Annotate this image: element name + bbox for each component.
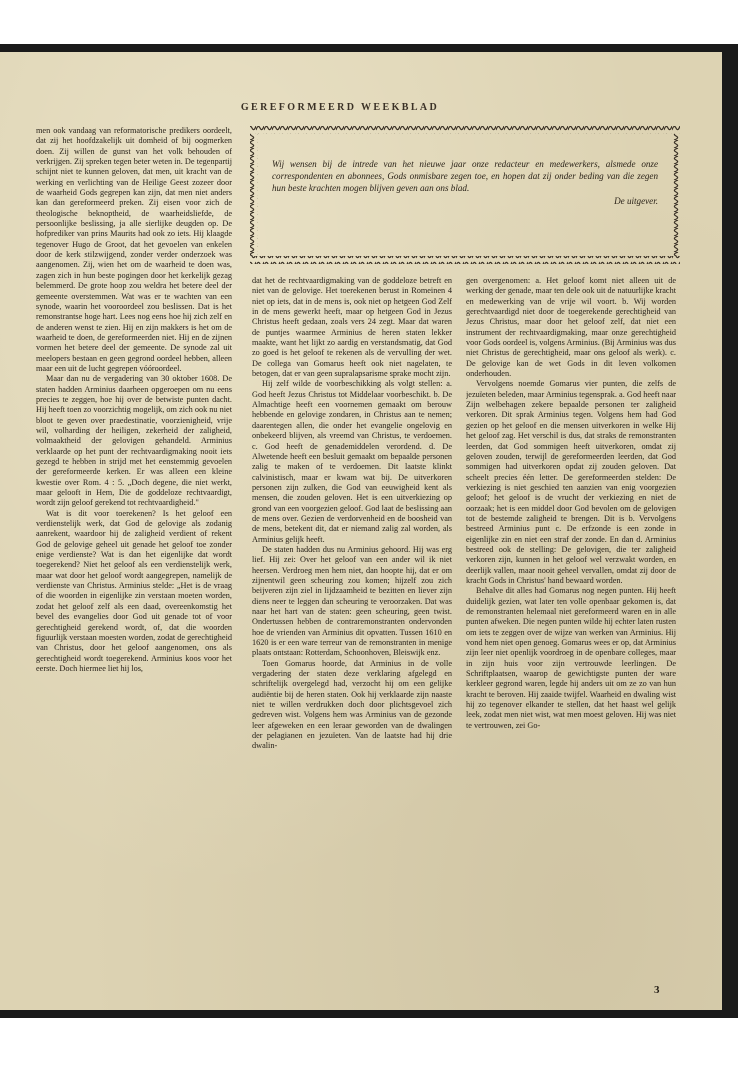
bottom-margin	[0, 1018, 738, 1068]
new-year-notice-box	[248, 124, 682, 266]
paragraph: dat het de rechtvaardigmaking van de goddeloze betreft en niet van de gelovige. Het toerekenen berust in Romeinen 4 niet op iets, dat in de mens is, ook niet op hetgeen God Zelf in de mens gewerkt heeft, maar op hetgeen God in Jezus Christus heeft gedaan, zoals vers 24 zegt. Maar dat waren de puntjes waarmee Arminius de heren staten lekker maakte, want het lijkt zo aardig en verstandsmatig, dat God zo goed is het geloof te rekenen als de vervulling der wet. De collega van Gomarus heeft ook niet nagelaten, te betogen, dat er van geen supralapsarisme sprake mocht zijn.	[252, 276, 452, 379]
notice-message: Wij wensen bij de intrede van het nieuwe jaar onze redacteur en medewerkers, alsmede onze correspondenten en abonnees, Gods onmisbare zegen toe, en hopen dat zij onder beding van die zegen hun beste krachten mogen blijven geven aan ons blad.	[272, 159, 658, 194]
notice-signature: De uitgever.	[614, 195, 658, 206]
page-number: 3	[654, 984, 660, 996]
paragraph: Vervolgens noemde Gomarus vier punten, die zelfs de jezuïeten beleden, maar Arminius tegensprak. a. God heeft naar Zijn welbehagen zekere bepaalde personen ter zaligheid verkoren. Dit sprak Arminius tegen. Volgens hem had God gezien op het geloof en die mensen uitverkoren in welke Hij het geloof zag. Het verschil is dus, dat straks de remonstranten leerden, dat God sommigen heeft uitverkoren, omdat zij geloven zouden, terwijl de gereformeerden leerden, dat God sommigen had uitverkoren opdat zij zouden geloven. Dat scheelt precies één letter. De gereformeerden stelden: De verkiezing is niet geschied ten aanzien van enig voorgezien geloof; het geloof is de vrucht der verkiezing en niet de oorzaak; het is een middel door God bevolen om de gelovigen tot de bestemde zaligheid te brengen. Dit is b. Vervolgens bestreed Arminius punt c. De erfzonde is een zonde in eigenlijke zin en niet een straf der zonde. En dan d. Arminius bestreed ook de stelling: De gelovigen, die ter zaligheid verkoren zijn, kunnen in het geloof wel verzwakt worden, en deerlijk vallen, maar nooit geheel vervallen, omdat zij door de kracht Gods in Christus' hand bewaard worden.	[466, 379, 676, 585]
notice-text	[272, 158, 658, 207]
top-margin	[0, 0, 738, 44]
paragraph: Maar dan nu de vergadering van 30 oktober 1608. De staten hadden Arminius daarheen opgeroepen om nu eens precies te zeggen, hoe hij over de betwiste punten dacht. Hij heeft toen zo voorzichtig mogelijk, om zich ook nu niet bloot te geven over praedestinatie, voorzienigheid, vrije wil, volharding der heiligen, zekerheid der zaligheid, volmaaktheid der gelovigen gehandeld. Arminius verklaarde op het punt der rechtvaardigmaking nooit iets gezegd te hebben in strijd met het eenstemmig gevoelen der gereformeerde kerken. Er was alleen een kleine kwestie over Rom. 4 : 5. „Doch degene, die niet werkt, maar gelooft in Hem, Die de goddeloze rechtvaardigt, wordt zijn geloof gerekend tot rechtvaardigheid."	[36, 374, 232, 508]
paragraph: Hij zelf wilde de voorbeschikking als volgt stellen: a. God heeft Jezus Christus tot Middelaar voorbeschikt. b. De Almachtige heeft een voornemen gemaakt om berouw hebbende en gelovige zondaren, in Christus aan te nemen; daarentegen allen, die onder het evangelie ongelovig en onbekeerd blijven, als vreemd van Christus, te verdoemen. c. God heeft de genademiddelen verordend. d. De Alwetende heeft een besluit gemaakt om bepaalde personen zalig te maken of te verdoemen. Dit laatste klinkt calvinistisch, maar er kwam wat bij. De uitverkoren personen zijn zulken, die God van eeuwigheid kent als mensen, die zouden geloven. Het is een uitverkiezing op grond van een voorgezien geloof. God laat de beslissing aan de mens over. Gezien de verdorvenheid en de boosheid van de mens, betekent dit, dat er niemand zalig zal worden, als Arminius gelijk heeft.	[252, 379, 452, 544]
text-column-3	[466, 276, 676, 998]
text-column-2	[252, 276, 452, 998]
paragraph: gen overgenomen: a. Het geloof komt niet alleen uit de werking der genade, maar ten dele ook uit de natuurlijke kracht en medewerking van de vrije wil voort. b. Wij worden gerechtvaardigd niet door de toegerekende gerechtigheid van Jezus Christus, maar door het geloof zelf, dat niet een instrument der rechtvaardigmaking, maar onze gerechtigheid voor Gods oordeel is, volgens Arminius. (Bij Arminius was dus niet Christus de gerechtigheid, maar ons geloof als werk). c. De gelovige kan de wet Gods in dit leven volkomen onderhouden.	[466, 276, 676, 379]
paragraph: men ook vandaag van reformatorische predikers oordeelt, dat zij het hoofdzakelijk uit domheid of bij oogmerken doen. Zij willen de gunst van het volk behouden of verkrijgen. Zij spreken tegen beter weten in. De tegenpartij schijnt niet te kunnen geloven, dat men, uit kracht van de werking en verlichting van de Heilige Geest zozeer door de waarheid Gods gegrepen kan zijn, dat men niet anders kan dan gereformeerd preken. Zij eisen voor zich de theologische beknoptheid, de waarheidsliefde, de persoonlijke beslissing, ja alle sierlijke deugden op. De hofprediker van prins Maurits had ook zo iets. Hij klaagde tegenover Hugo de Groot, dat het gevoelen van enkelen door de kerk stilzwijgend, zonder verder onderzoek was aangenomen. Zij, wien het om de waarheid te doen was, zagen zich in hun beste pogingen door het kerkelijk gezag belemmerd. De grote hoop zou weldra het betere deel der gemeente overstemmen. Wat was er te wachten van een synode, waarin het vooroordeel zou beslissen. Dat is het remonstrantse hoge hart. Lees nog eens hoe hij zich zelf en de anderen wenst te zien. Hij en zijn makkers is het om de waarheid te doen, de gereformeerden niet. Hij en de zijnen vormen het betere deel der gemeente. De synode zal uit meelopers bestaan en geen gegrond oordeel hebben, alleen maar een uit de lucht gegrepen vóóroordeel.	[36, 126, 232, 373]
paragraph: Behalve dit alles had Gomarus nog negen punten. Hij heeft duidelijk gezien, wat later ten volle openbaar gekomen is, dat de remonstranten helemaal niet gereformeerd waren en in alle punten afweken. Die negen punten wilde hij echter laten rusten om iets te zeggen over de wijze van werken van Arminius. Hij vond hem niet open genoeg. Gomarus wees er op, dat Arminius zijn leer niet openlijk voordroeg in de openbare colleges, maar in zijn huis voor zijn vertrouwde leerlingen. De Schriftplaatsen, waarop de gewichtigste punten der ware kerkleer gegrond waren, legde hij anders uit om ze zo van hun kracht te beroven. Hij zaaide twijfel. Waarheid en dwaling wist hij zo tegenover elkander te stellen, dat het haast wel gelijk leek, zodat men niet wist, wat men moest geloven. Hij was niet te vertrouwen, zei Go-	[466, 586, 676, 730]
paragraph: De staten hadden dus nu Arminius gehoord. Hij was erg lief. Hij zei: Over het geloof van een ander wil ik niet heersen. Verdroeg men hem niet, dan hoopte hij, dat er om zijnentwil geen scheuring zou komen; hijzelf zou zich beijveren zijn ziel in lijdzaamheid te bezitten en liever zijn diens neer te leggen dan scheuring te veroorzaken. Dat was naar het hart van de staten: geen scheuring, geen twist. Ondertussen hebben de contraremonstranten ondervonden hoe de vrienden van Arminius dit opvatten. Tussen 1610 en 1620 is er een ware terreur van de remonstranten in menige plaats ontstaan: Rotterdam, Schoonhoven, Bleiswijk enz.	[252, 544, 452, 658]
paragraph: Wat is dit voor toerekenen? Is het geloof een verdienstelijk werk, dat God de gelovige als zodanig aanrekent, waardoor hij de zaligheid verdient of rekent God de gelovige geheel uit genade het geloof toe zonder enige verdienste? Wat is dan het eigenlijke dat wordt toegerekend? Niet het geloof als een verdienstelijk werk, maar wat door het geloof wordt aangegrepen, namelijk de verdienste van Christus. Arminius stelde: „Het is de vraag of die woorden in eigenlijke zin verstaan moeten worden, zodat het geloof zelf als een daad, overeenkomstig het bevel des evangelies door God uit genade tot of voor gerechtigheid gerekend wordt, of, dat die woorden figuurlijk verstaan moesten worden, zodat de gerechtigheid van Christus, door het geloof aangenomen, ons als gerechtigheid wordt toegerekend. Arminius koos voor het eerste. Doch hiermee liet hij los,	[36, 508, 232, 673]
text-column-1	[36, 126, 232, 998]
magazine-page	[0, 52, 722, 1010]
paragraph: Toen Gomarus hoorde, dat Arminius in de volle vergadering der staten deze verklaring afgelegd en schriftelijk overgelegd had, verzocht hij om een gelijke audiëntie bij de heren staten. Ook hij verklaarde zijn naaste niet te willen verdrukken doch door plichtsgevoel zich gedreven wist. Volgens hem was Arminius van de gezonde leer afgeweken en een leraar geworden van de dwalingen der pelagianen en jezuïeten. Van de laatste had hij drie dwalin-	[252, 658, 452, 751]
running-title: GEREFORMEERD WEEKBLAD	[240, 102, 440, 113]
